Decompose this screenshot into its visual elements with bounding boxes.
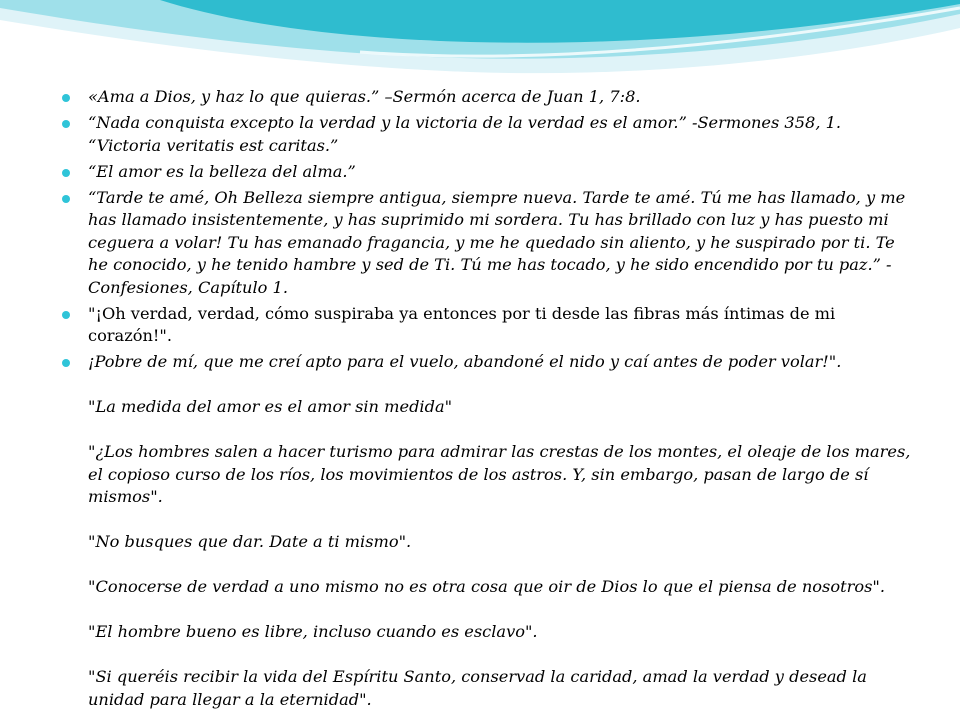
quote-line: "¿Los hombres salen a hacer turismo para admirar las crestas de los montes, el oleaje de los mares, el copioso curso de los ríos, los movimientos de los astros. Y, sin embargo, pasan de largo de sí mismos". <box>88 442 911 506</box>
blank-line <box>88 374 912 397</box>
blank-line <box>88 419 912 442</box>
blank-line <box>88 644 912 667</box>
bullet-text: "¡Oh verdad, verdad, cómo suspiraba ya entonces por ti desde las fibras más íntimas de mi corazón!". <box>88 303 836 345</box>
bullet-dot-icon <box>62 195 70 203</box>
header-wave-decoration <box>0 0 960 90</box>
quote-line: "La medida del amor es el amor sin medida" <box>88 397 453 416</box>
quote-line: "El hombre bueno es libre, incluso cuando es esclavo". <box>88 622 538 641</box>
bullet-item-quotes <box>62 351 912 711</box>
bullet-dot-icon <box>62 359 70 367</box>
bullet-dot-icon <box>62 94 70 102</box>
quote-line: "Conocerse de verdad a uno mismo no es otra cosa que oir de Dios lo que el piensa de nosotros". <box>88 577 885 596</box>
bullet-text: «Ama a Dios, y haz lo que quieras.” –Sermón acerca de Juan 1, 7:8. <box>88 87 641 106</box>
bullet-item <box>62 161 912 184</box>
bullet-item <box>62 303 912 348</box>
quote-line: "Si queréis recibir la vida del Espíritu Santo, conservad la caridad, amad la verdad y desead la unidad para llegar a la eternidad". <box>88 667 867 709</box>
blank-line <box>88 554 912 577</box>
slide-content <box>62 86 912 715</box>
bullet-dot-icon <box>62 120 70 128</box>
blank-line <box>88 599 912 622</box>
bullet-text: “Nada conquista excepto la verdad y la victoria de la verdad es el amor.” -Sermones 358, 1. “Victoria veritatis est caritas.” <box>88 113 842 155</box>
bullet-text: “Tarde te amé, Oh Belleza siempre antigua, siempre nueva. Tarde te amé. Tú me has llamado, y me has llamado insistentemente, y has suprimido mi sordera. Tu has brillado con luz y has puesto mi ceguera a volar! Tu has emanado fragancia, y me he quedado sin aliento, y he suspirado por ti. Te he conocido, y he tenido hambre y sed de Ti. Tú me has tocado, y he sido encendido por tu paz.” -Confesiones, Capítulo 1. <box>88 187 906 297</box>
bullet-dot-icon <box>62 169 70 177</box>
quote-line: "No busques que dar. Date a ti mismo". <box>88 532 412 551</box>
bullet-item <box>62 112 912 157</box>
bullet-item <box>62 187 912 300</box>
blank-line <box>88 509 912 532</box>
quote-line: ¡Pobre de mí, que me creí apto para el vuelo, abandoné el nido y caí antes de poder volar!". <box>88 352 842 371</box>
bullet-item <box>62 86 912 109</box>
bullet-text: “El amor es la belleza del alma.” <box>88 161 356 181</box>
bullet-dot-icon <box>62 311 70 319</box>
